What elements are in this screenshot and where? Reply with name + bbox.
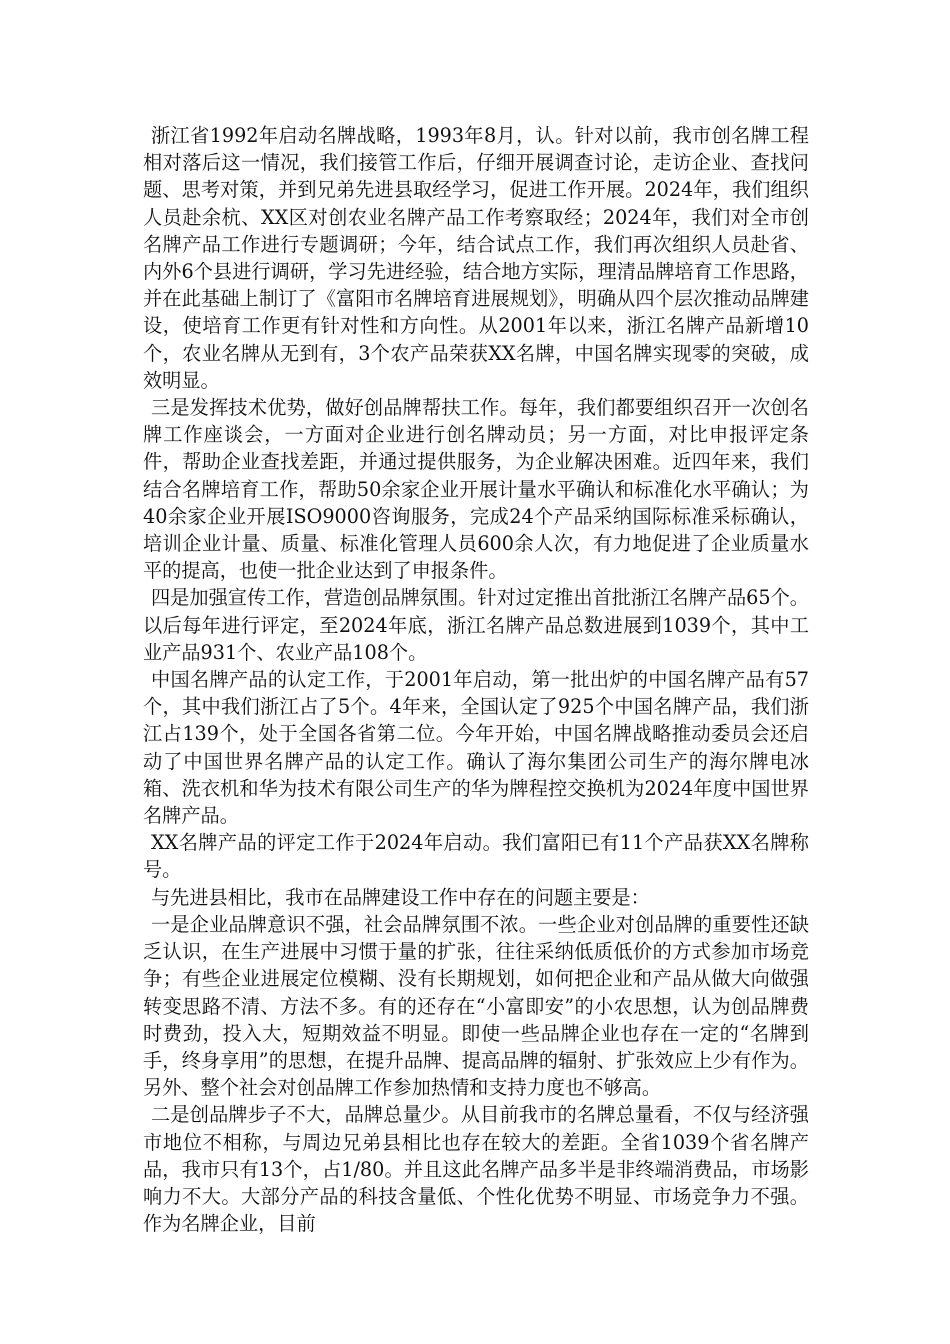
paragraph-china-brand: 中国名牌产品的认定工作，于2001年启动，第一批出炉的中国名牌产品有57个，其中我们浙江占了5个。4年来，全国认定了925个中国名牌产品，我们浙江占139个，处于全国各省第二位。今年开始，中国名牌战略推动委员会还启动了中国世界名牌产品的认定工作。确认了海尔集团公司生产的海尔牌电冰箱、洗衣机和华为技术有限公司生产的华为牌程控交换机为2024年度中国世界名牌产品。 bbox=[143, 668, 809, 828]
paragraph-problem-one: 一是企业品牌意识不强，社会品牌氛围不浓。一些企业对创品牌的重要性还缺乏认识，在生产进展中习惯于量的扩张，往往采纳低质低价的方式参加市场竞争；有些企业进展定位模糊、没有长期规划，如何把企业和产品从做大向做强转变思路不清、方法不多。有的还存在“小富即安”的小农思想，认为创品牌费时费劲，投入大，短期效益不明显。即使一些品牌企业也存在一定的“名牌到手，终身享用”的思想，在提升品牌、提高品牌的辐射、扩张效应上少有作为。另外、整个社会对创品牌工作参加热情和支持力度也不够高。 bbox=[143, 912, 809, 1100]
paragraph-xx-brand: XX名牌产品的评定工作于2024年启动。我们富阳已有11个产品获XX名牌称号。 bbox=[143, 831, 809, 882]
paragraph-point-three: 三是发挥技术优势，做好创品牌帮扶工作。每年，我们都要组织召开一次创名牌工作座谈会，一方面对企业进行创名牌动员；另一方面，对比申报评定条件，帮助企业查找差距，并通过提供服务，为企业解决困难。近四年来，我们结合名牌培育工作，帮助50余家企业开展计量水平确认和标准化水平确认；为40余家企业开展ISO9000咨询服务，完成24个产品采纳国际标准采标确认，培训企业计量、质量、标准化管理人员600余人次，有力地促进了企业质量水平的提高，也使一批企业达到了申报条件。 bbox=[143, 396, 809, 583]
paragraph-problems-intro: 与先进县相比，我市在品牌建设工作中存在的问题主要是： bbox=[151, 885, 650, 909]
paragraph-point-four: 四是加强宣传工作，营造创品牌氛围。针对过定推出首批浙江名牌产品65个。以后每年进行评定，至2024年底，浙江名牌产品总数进展到1039个，其中工业产品931个、农业产品108个。 bbox=[143, 586, 809, 664]
paragraph-problem-two: 二是创品牌步子不大，品牌总量少。从目前我市的名牌总量看，不仅与经济强市地位不相称，与周边兄弟县相比也存在较大的差距。全省1039个省名牌产品，我市只有13个，占1/80。并且这此名牌产品多半是非终端消费品，市场影响力不大。大部分产品的科技含量低、个性化优势不明显、市场竞争力不强。作为名牌企业，目前 bbox=[143, 1103, 809, 1236]
paragraph-intro: 浙江省1992年启动名牌战略，1993年8月，认。针对以前，我市创名牌工程相对落后这一情况，我们接管工作后，仔细开展调查讨论，走访企业、查找问题、思考对策，并到兄弟先进县取经学习，促进工作开展。2024年，我们组织人员赴余杭、XX区对创农业名牌产品工作考察取经；2024年，我们对全市创名牌产品工作进行专题调研；今年，结合试点工作，我们再次组织人员赴省、内外6个县进行调研，学习先进经验，结合地方实际，理清品牌培育工作思路，并在此基础上制订了《富阳市名牌培育进展规划》，明确从四个层次推动品牌建设，使培育工作更有针对性和方向性。从2001年以来，浙江名牌产品新增10个，农业名牌从无到有，3个农产品荣获XX名牌，中国名牌实现零的突破，成效明显。 bbox=[143, 124, 809, 392]
document-page bbox=[143, 122, 809, 1237]
